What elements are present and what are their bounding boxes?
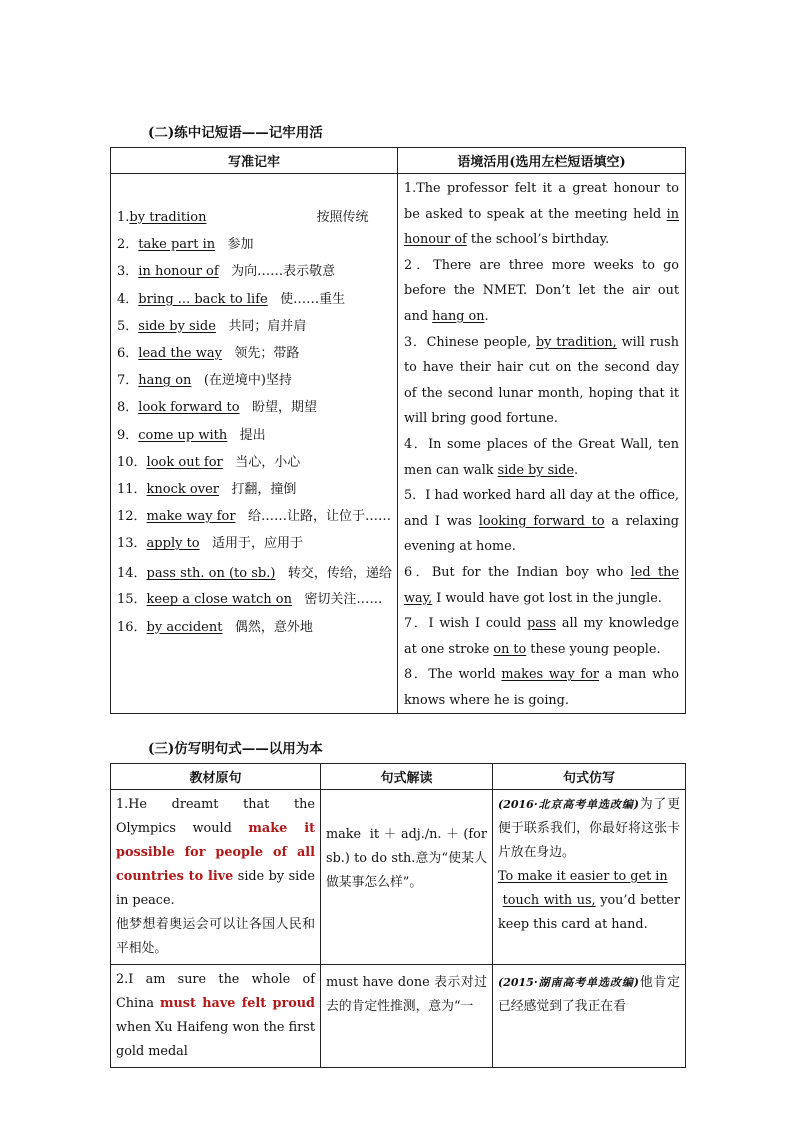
phrase-item: 14．pass sth. on (to sb.) 转交，传给，递给 (117, 566, 392, 582)
phrase-list-cell (111, 174, 398, 714)
phrase-meaning: 密切关注…… (304, 592, 383, 608)
context-sentence: 8．The world makes way for a man who knows where he is going. (404, 667, 679, 708)
phrase-text: hang on (138, 373, 192, 389)
imitation-1: (2016·北京高考单选改编)为了更便于联系我们，你最好将这张卡片放在身边。 To make it easier to get in touch with us, you’d better keep this card at hand. (493, 790, 686, 965)
phrase-text: come up with (138, 427, 228, 443)
original-translation-1: 他梦想着奥运会可以让各国人民和平相处。 (116, 917, 315, 956)
sentence-patterns-table (110, 763, 686, 1068)
interpretation-1: make it＋adj./n.＋(for sb.) to do sth.意为“使某人做某事怎么样”。 (321, 790, 493, 965)
answer-blank: makes way for (501, 667, 600, 683)
phrase-text: side by side (138, 318, 216, 334)
context-sentence: 6．But for the Indian boy who led the way, I would have got lost in the jungle. (404, 564, 679, 606)
answer-blank: hang on (432, 308, 485, 324)
context-sentence: 2．There are three more weeks to go before the NMET. Don’t let the air out and hang on. (404, 257, 679, 324)
phrase-meaning: 打翻，撞倒 (231, 481, 297, 497)
phrase-item: 10．look out for 当心，小心 (117, 454, 301, 470)
phrases-table (110, 147, 686, 714)
phrase-item: 6．lead the way 领先；带路 (117, 345, 300, 361)
context-sentence: 1.The professor felt it a great honour to be asked to speak at the meeting held in honour of the school’s birthday. (404, 181, 679, 248)
phrase-list (111, 174, 397, 645)
answer-blank: in honour of (404, 206, 679, 248)
phrase-item: 8．look forward to 盼望，期望 (117, 400, 317, 416)
phrase-meaning: 当心，小心 (235, 454, 301, 470)
phrase-text: by tradition (129, 210, 207, 225)
original-sentence-1: 1.He dreamt that the Olympics would make it possible for people of all countries to live side by side in peace. 他梦想着奥运会可以让各国人民和平相处。 (111, 790, 321, 965)
answer-blank: looking forward to (478, 513, 605, 529)
phrase-item: 15．keep a close watch on 密切关注…… (117, 592, 383, 608)
phrase-item: 3．in honour of 为向……表示敬意 (117, 264, 336, 280)
answer-blank: side by side (497, 462, 575, 478)
header-interpret: 句式解读 (321, 764, 493, 790)
answer-blank: led the way, (404, 564, 679, 606)
header-write: 写准记牢 (111, 148, 398, 174)
answer-blank: by tradition, (535, 334, 617, 350)
phrase-item: 7．hang on (在逆境中)坚持 (117, 373, 292, 389)
phrase-text: look out for (146, 454, 223, 470)
header-context: 语境活用(选用左栏短语填空) (398, 148, 686, 174)
phrase-text: keep a close watch on (146, 592, 292, 608)
context-sentence: 5．I had worked hard all day at the office, and I was looking forward to a relaxing evening at home. (404, 488, 680, 555)
phrase-meaning: 使……重生 (280, 291, 346, 307)
phrase-text: apply to (146, 536, 200, 552)
phrase-item: 12．make way for 给……让路，让位于…… (117, 509, 391, 525)
answer-blank: on to (493, 641, 527, 657)
phrase-meaning: 偶然，意外地 (234, 619, 313, 635)
phrase-meaning: 按照传统 (316, 210, 369, 225)
phrase-meaning: 适用于，应用于 (212, 536, 304, 552)
imitation-2: (2015·湖南高考单选改编)他肯定已经感觉到了我正在看 (493, 965, 686, 1068)
phrase-text: knock over (146, 481, 219, 497)
header-imitate: 句式仿写 (493, 764, 686, 790)
imitation-answer-1b: touch with us, (502, 893, 596, 908)
answer-blank: pass (527, 616, 557, 632)
context-sentence: 4．In some places of the Great Wall, ten men can walk side by side. (404, 436, 679, 478)
phrase-text: lead the way (138, 345, 222, 361)
phrase-text: by accident (146, 619, 223, 635)
phrase-meaning: 提出 (239, 427, 266, 443)
phrase-item: 1.by tradition 按照传统 (117, 210, 369, 225)
phrase-meaning: 为向……表示敬意 (231, 264, 336, 280)
phrase-text: look forward to (138, 400, 240, 416)
phrase-text: in honour of (138, 264, 219, 280)
header-original: 教材原句 (111, 764, 321, 790)
original-sentence-2: 2.I am sure the whole of China must have felt proud when Xu Haifeng won the first gold medal (111, 965, 321, 1068)
context-sentence: 3．Chinese people, by tradition, will rush to have their hair cut on the second day of the second lunar month, hoping that it will bring good fortune. (404, 334, 679, 427)
phrase-item: 16．by accident 偶然，意外地 (117, 619, 313, 635)
pattern-row-2 (111, 965, 686, 1068)
phrase-meaning: 参加 (227, 237, 254, 253)
phrase-item: 9．come up with 提出 (117, 427, 266, 443)
phrase-text: make way for (146, 509, 236, 525)
pattern-row-1 (111, 790, 686, 965)
phrase-meaning: (在逆境中)坚持 (203, 373, 292, 389)
phrase-item: 2．take part in 参加 (117, 237, 254, 253)
interpretation-2: must have done 表示对过去的肯定性推测，意为“一 (321, 965, 493, 1068)
sentence-cell (398, 174, 686, 714)
phrase-item: 5．side by side 共同；肩并肩 (117, 318, 307, 334)
phrase-item: 4．bring ... back to life 使……重生 (117, 291, 346, 307)
phrase-item: 11．knock over 打翻，撞倒 (117, 481, 297, 497)
sentence-list (398, 174, 685, 713)
phrase-meaning: 给……让路，让位于…… (247, 509, 391, 525)
phrase-text: bring ... back to life (138, 291, 268, 307)
phrase-text: take part in (138, 237, 216, 253)
phrase-item: 13．apply to 适用于，应用于 (117, 536, 304, 552)
phrase-meaning: 共同；肩并肩 (228, 318, 307, 334)
imitation-answer-1a: To make it easier to get in (498, 869, 668, 884)
phrase-meaning: 转交，传给，递给 (287, 566, 392, 582)
section-title-sentences: (三)仿写明句式——以用为本 (148, 741, 323, 757)
phrase-text: pass sth. on (to sb.) (146, 566, 276, 582)
phrase-meaning: 领先；带路 (234, 345, 300, 361)
context-sentence: 7．I wish I could pass all my knowledge at one stroke on to these young people. (404, 616, 679, 657)
phrase-meaning: 盼望，期望 (251, 400, 317, 416)
section-title-phrases: (二)练中记短语——记牢用活 (148, 125, 323, 141)
